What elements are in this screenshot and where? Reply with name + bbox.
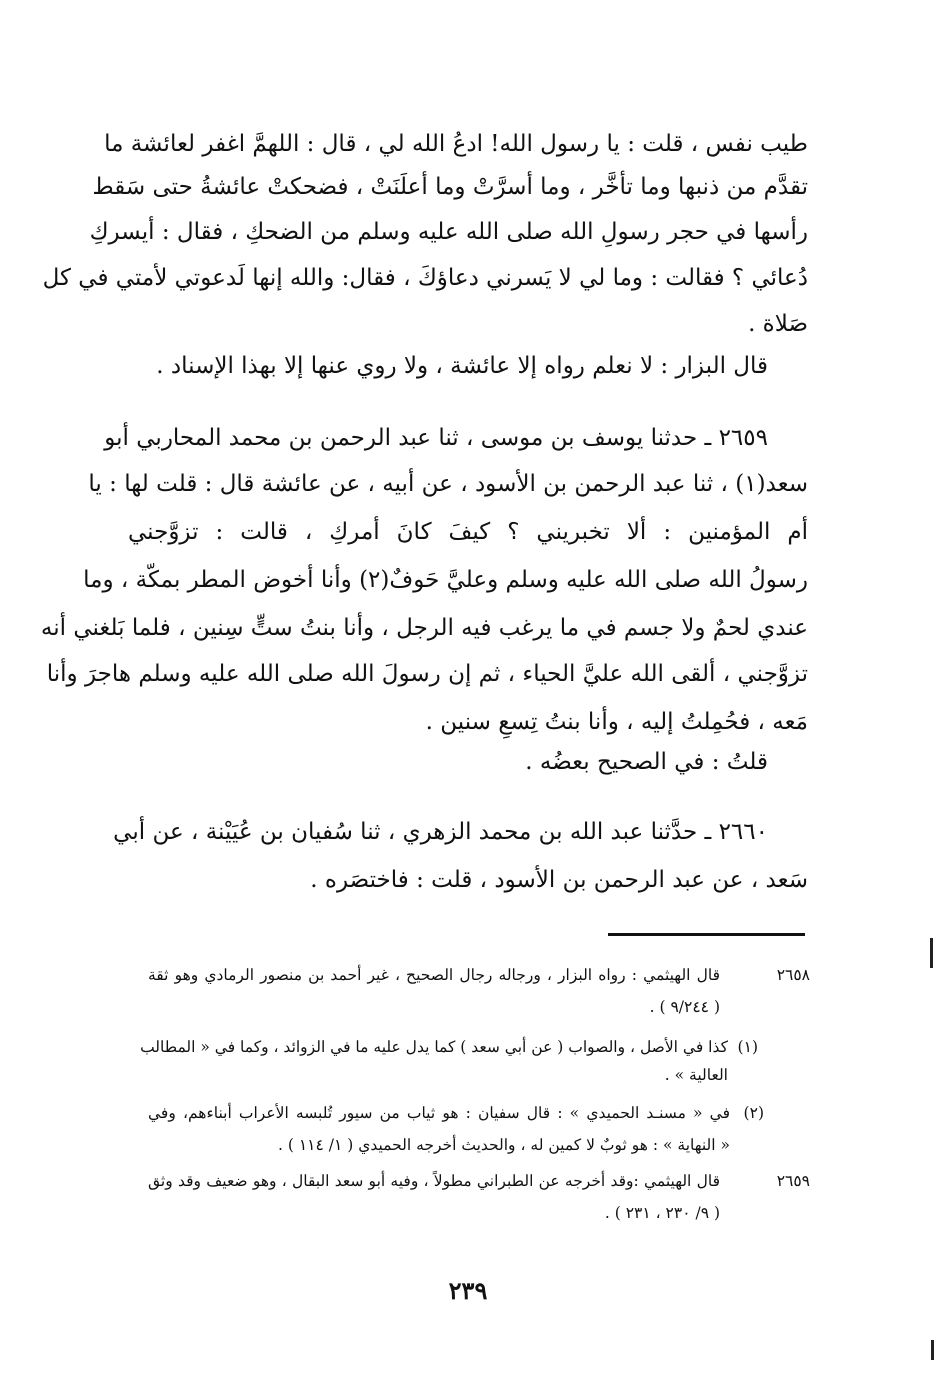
body-line: سعد(١) ، ثنا عبد الرحمن بن الأسود ، عن أبيه ، عن عائشة قال : قلت لها : يا xyxy=(88,471,808,497)
footnote-label: (٢) xyxy=(743,1104,764,1122)
footnote-line: قال الهيثمي :وقد أخرجه عن الطبراني مطولاً ، وفيه أبو سعد البقال ، وهو ضعيف وقد وثق xyxy=(148,1172,720,1190)
footnote-line: « النهاية » : هو ثوبٌ لا كمين له ، والحديث أخرجه الحميدي ( ١/ ١١٤ ) . xyxy=(278,1136,730,1154)
footnote-label: ٢٦٥٩ xyxy=(776,1172,810,1190)
footnote-line: قال الهيثمي : رواه البزار ، ورجاله رجال الصحيح ، غير أحمد بن منصور الرمادي وهو ثقة xyxy=(148,966,720,984)
footnote-line: ( ٩/٢٤٤ ) . xyxy=(649,998,720,1016)
hadith-2660-heading-line: ٢٦٦٠ ـ حدَّثنا عبد الله بن محمد الزهري ، ثنا سُفيان بن عُيَيْنة ، عن أبي xyxy=(113,819,768,845)
body-line: صَلاة . xyxy=(748,311,808,337)
footnote-line: العالية » . xyxy=(664,1066,728,1084)
body-line: دُعائي ؟ فقالت : وما لي لا يَسرني دعاؤكَ ، فقال: والله إنها لَدعوتي لأمتي في كل xyxy=(42,265,808,291)
body-line: عندي لحمٌ ولا جسم في ما يرغب فيه الرجل ، وأنا بنتُ ستٍّ سِنين ، فلما بَلغني أنه xyxy=(40,615,808,641)
footnote-label: (١) xyxy=(737,1038,758,1056)
body-line: تزوَّجني ، ألقى الله عليَّ الحياء ، ثم إن رسولَ الله صلى الله عليه وسلم هاجرَ وأنا xyxy=(46,661,808,687)
hadith-2659-heading-line: ٢٦٥٩ ـ حدثنا يوسف بن موسى ، ثنا عبد الرحمن بن محمد المحاربي أبو xyxy=(104,425,768,451)
scan-edge-mark xyxy=(931,1340,934,1360)
bazzar-note: قال البزار : لا نعلم رواه إلا عائشة ، ولا روي عنها إلا بهذا الإسناد . xyxy=(156,353,768,379)
body-line: سَعد ، عن عبد الرحمن بن الأسود ، قلت : فاختصَره . xyxy=(310,867,808,893)
body-line: مَعه ، فحُمِلتُ إليه ، وأنا بنتُ تِسعِ سنين . xyxy=(425,709,808,735)
footnote-line: ( ٩/ ٢٣٠ ، ٢٣١ ) . xyxy=(604,1204,720,1222)
footnote-line: في « مسنـد الحميدي » : قال سفيان : هو ثياب من سيور تُلبسه الأعراب أبناءهم، وفي xyxy=(148,1104,730,1122)
body-line: رسولُ الله صلى الله عليه وسلم وعليَّ حَوفٌ(٢) وأنا أخوض المطر بمكّة ، وما xyxy=(83,567,808,593)
footnote-label: ٢٦٥٨ xyxy=(776,966,810,984)
footnote-line: كذا في الأصل ، والصواب ( عن أبي سعد ) كما يدل عليه ما في الزوائد ، وكما في « المطالب xyxy=(140,1038,728,1056)
body-line: رأسها في حجر رسولِ الله صلى الله عليه وسلم من الضحكِ ، فقال : أيسركِ xyxy=(89,219,808,245)
body-line: تقدَّم من ذنبها وما تأخَّر ، وما أسرَّتْ وما أعلَنَتْ ، فضحكتْ عائشةُ حتى سَقط xyxy=(92,174,808,200)
scan-edge-mark xyxy=(930,938,933,968)
page-number: ٢٣٩ xyxy=(448,1276,488,1305)
body-line: طيب نفس ، قلت : يا رسول الله! ادعُ الله لي ، قال : اللهمَّ اغفر لعائشة ما xyxy=(104,131,808,157)
footnote-separator xyxy=(608,933,805,936)
body-line: أم المؤمنين : ألا تخبريني ؟ كيفَ كانَ أمركِ ، قالت : تزوَّجني xyxy=(128,519,808,545)
sahih-note: قلتُ : في الصحيح بعضُه . xyxy=(525,749,768,775)
